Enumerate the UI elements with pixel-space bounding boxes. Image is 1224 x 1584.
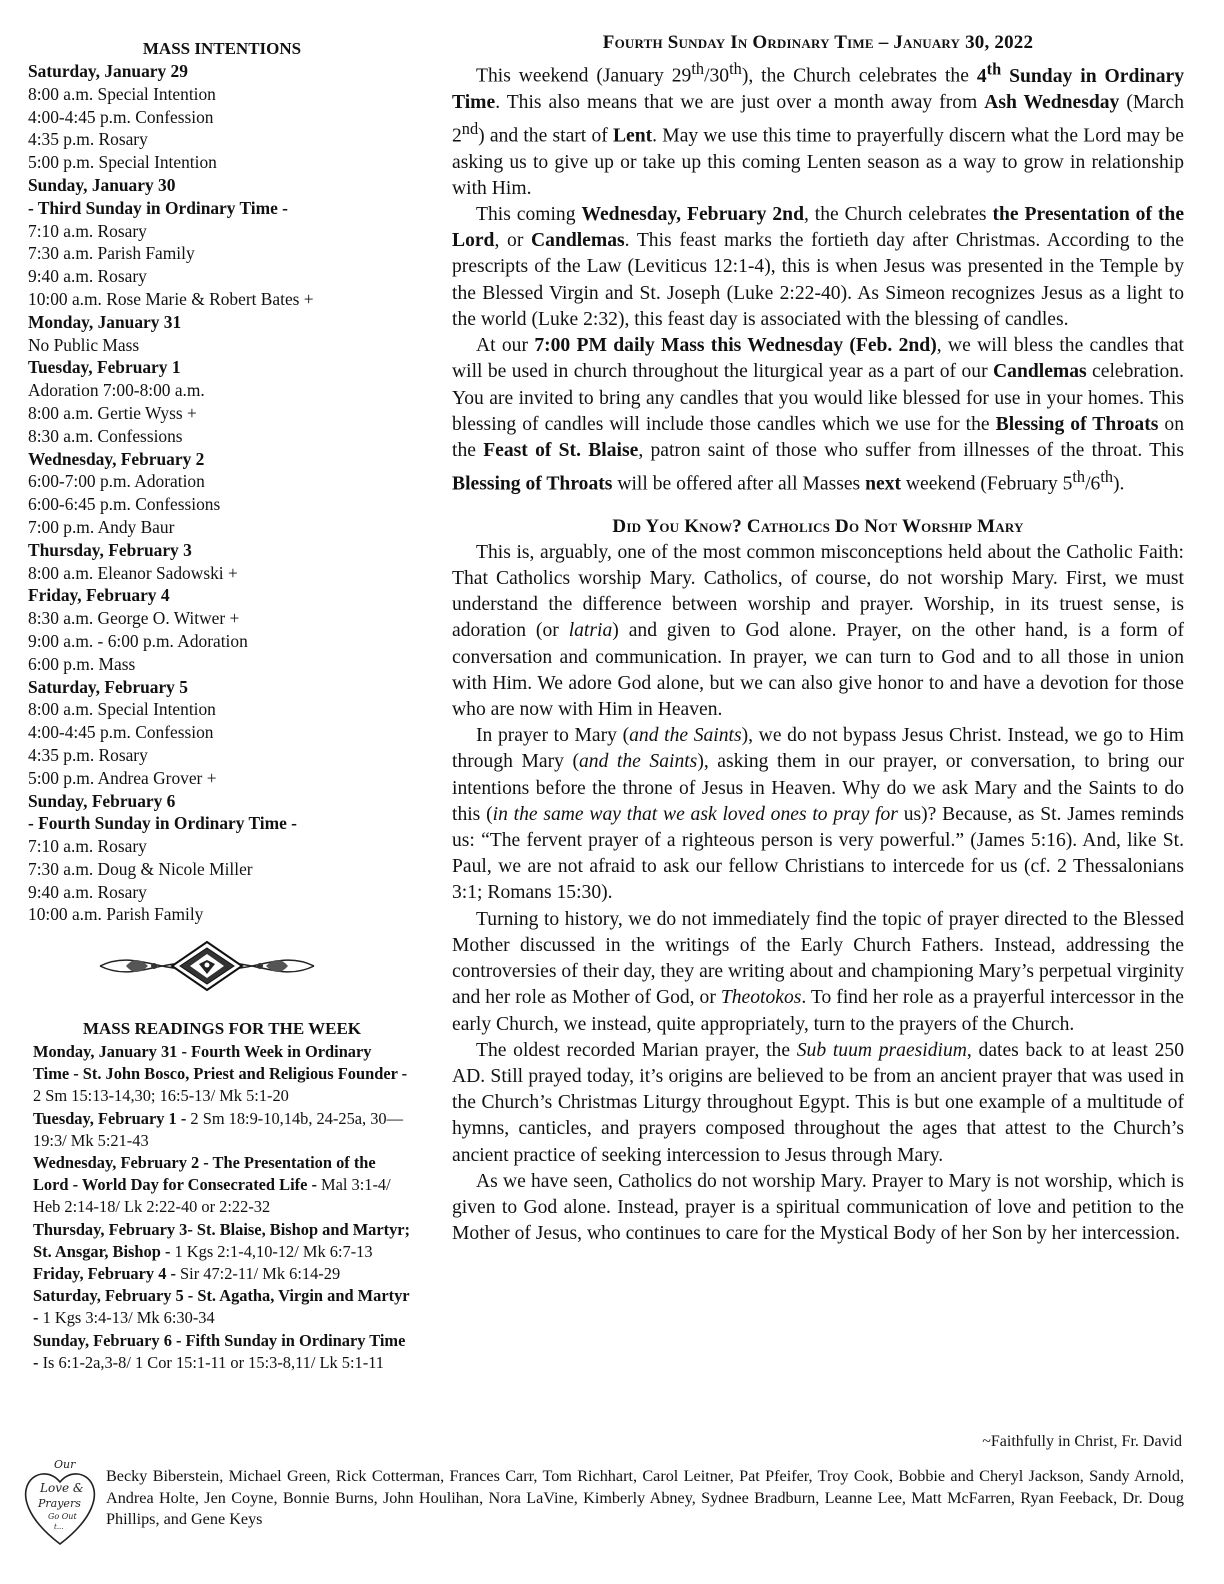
- intention-entry: 7:30 a.m. Doug & Nicole Miller: [28, 858, 253, 879]
- decorative-divider-ornament: [96, 938, 318, 994]
- reading-item: [33, 1285, 411, 1329]
- logo-text-our: Our: [54, 1458, 76, 1471]
- intention-entry: 7:10 a.m. Rosary: [28, 220, 147, 241]
- intention-day-heading: - Third Sunday in Ordinary Time -: [28, 197, 288, 218]
- intention-entry: 4:00-4:45 p.m. Confession: [28, 106, 214, 127]
- intention-entry: 9:00 a.m. - 6:00 p.m. Adoration: [28, 630, 248, 651]
- mass-intentions-heading: MASS INTENTIONS: [142, 39, 302, 58]
- reading-item: [33, 1219, 411, 1263]
- reading-day: Tuesday, February 1 -: [33, 1108, 191, 1128]
- intention-entry: 8:00 a.m. Eleanor Sadowski +: [28, 562, 238, 583]
- intention-entry: 7:00 p.m. Andy Baur: [28, 516, 175, 537]
- prayer-list-names: Becky Biberstein, Michael Green, Rick Cotterman, Frances Carr, Tom Richhart, Carol Leitner, Pat Pfeifer, Troy Cook, Bobbie and Cheryl Jackson, Sandy Arnold, Andrea Holte, Jen Coyne, Bonnie Burns, John Houlihan, Nora LaVine, Kimberly Abney, Sydnee Bradburn, Leanne Lee, Matt McFarren, Ryan Feeback, Dr. Doug Phillips, and Gene Keys: [106, 1467, 1184, 1528]
- intention-day-heading: Sunday, January 30: [28, 174, 176, 195]
- reading-references: 1 Kgs 2:1-4,10-12/ Mk 6:7-13: [174, 1241, 373, 1261]
- article2-paragraph-4: The oldest recorded Marian prayer, the Sub tuum praesidium, dates back to at least 250 AD. Still prayed today, it’s origins are believed to be from an ancient prayer that was used in the Church’s Christmas Liturgy throughout Egypt. This is but one example of a multitude of hymns, canticles, and prayers composed throughout the ages that attest to the Church’s ancient practice of seeking intercession to Jesus through Mary.: [452, 1039, 1184, 1166]
- mass-readings-heading: MASS READINGS FOR THE WEEK: [82, 1019, 362, 1038]
- reading-references: 2 Sm 15:13-14,30; 16:5-13/ Mk 5:1-20: [33, 1086, 289, 1106]
- article2-paragraph-1: This is, arguably, one of the most common misconceptions held about the Catholic Faith: That Catholics worship Mary. Catholics, of course, do not worship Mary. First, we must understand the difference between worship and prayer. Worship, in its truest sense, is adoration (or latria) and given to God alone. Prayer, on the other hand, is a form of conversation and communication. In prayer, we can turn to God and to all those in union with Him. We adore God alone, but we can also give honor to and have a devotion for those who are now with Him in Heaven.: [452, 541, 1184, 721]
- reading-item: [33, 1108, 411, 1152]
- reading-item: [33, 1152, 411, 1219]
- intention-day-heading: Wednesday, February 2: [28, 448, 205, 469]
- reading-day: Wednesday, February 2 - The Presentation of the Lord - World Day for Consecrated Life -: [33, 1153, 376, 1195]
- intention-entry: 8:00 a.m. Special Intention: [28, 83, 216, 104]
- intention-entry: 10:00 a.m. Rose Marie & Robert Bates +: [28, 288, 314, 309]
- article2-paragraph-3: Turning to history, we do not immediately find the topic of prayer directed to the Blessed Mother discussed in the writings of the Early Church Fathers. Instead, addressing the controversies of their day, they are writing about and championing Mary’s perpetual virginity and her role as Mother of God, or Theotokos. To find her role as a prayerful intercessor in the early Church, we instead, quite appropriately, turn to the prayers of the Church.: [452, 908, 1184, 1035]
- article1-title: Fourth Sunday In Ordinary Time – January 30, 2022: [602, 32, 1034, 53]
- reading-references: Is 6:1-2a,3-8/ 1 Cor 15:1-11 or 15:3-8,11/ Lk 5:1-11: [42, 1352, 384, 1372]
- intention-entry: 9:40 a.m. Rosary: [28, 881, 147, 902]
- mass-readings-section: [33, 1018, 411, 1374]
- intention-day-heading: Monday, January 31: [28, 311, 182, 332]
- intention-day-heading: Saturday, February 5: [28, 676, 188, 697]
- intention-entry: 8:30 a.m. George O. Witwer +: [28, 608, 240, 629]
- intention-entry: 9:40 a.m. Rosary: [28, 266, 147, 287]
- intention-entry: 5:00 p.m. Special Intention: [28, 152, 217, 173]
- reading-day: Saturday, February 5 - St. Agatha, Virgin and Martyr -: [33, 1286, 410, 1328]
- reading-item: [33, 1263, 411, 1285]
- intention-entry: 8:00 a.m. Special Intention: [28, 699, 216, 720]
- intention-entry: 6:00-6:45 p.m. Confessions: [28, 494, 221, 515]
- intention-entry: 8:00 a.m. Gertie Wyss +: [28, 402, 197, 423]
- reading-item: [33, 1330, 411, 1374]
- article2-title: Did You Know? Catholics Do Not Worship Mary: [612, 515, 1024, 537]
- reading-references: 1 Kgs 3:4-13/ Mk 6:30-34: [42, 1308, 215, 1328]
- signature: ~Faithfully in Christ, Fr. David: [982, 1433, 1182, 1450]
- reading-references: 2 Sm 18:9-10,14b, 24-25a, 30—19:3/ Mk 5:21-43: [33, 1108, 404, 1150]
- intention-day-heading: - Fourth Sunday in Ordinary Time -: [28, 813, 297, 834]
- intention-day-heading: Tuesday, February 1: [28, 357, 181, 378]
- reading-references: Mal 3:1-4/ Heb 2:14-18/ Lk 2:22-40 or 2:22-32: [33, 1175, 391, 1217]
- mass-intentions-section: [28, 38, 416, 926]
- intention-entry: 7:10 a.m. Rosary: [28, 836, 147, 857]
- logo-text-prayers: Prayers: [38, 1497, 81, 1510]
- reading-day: Friday, February 4 -: [33, 1264, 181, 1284]
- logo-text-go-out: Go Out: [48, 1512, 77, 1521]
- intention-entry: 4:00-4:45 p.m. Confession: [28, 722, 214, 743]
- reading-day: Sunday, February 6 - Fifth Sunday in Ordinary Time -: [33, 1330, 406, 1372]
- intention-day-heading: Sunday, February 6: [28, 790, 176, 811]
- logo-text-tail: t...: [54, 1523, 64, 1531]
- article1-paragraph-1: This weekend (January 29th/30th), the Church celebrates the 4th Sunday in Ordinary Time. This also means that we are just over a month away from Ash Wednesday (March 2nd) and the start of Lent. May we use this time to prayerfully discern what the Lord may be asking us to give up or take up this coming Lenten season as a way to grow in relationship with Him.: [452, 59, 1184, 199]
- reading-day: Thursday, February 3- St. Blaise, Bishop and Martyr; St. Ansgar, Bishop -: [33, 1219, 411, 1261]
- article2-paragraph-5: As we have seen, Catholics do not worship Mary. Prayer to Mary is not worship, which is given to God alone. Instead, prayer is a spiritual communication of love and petition to the Mother of Jesus, who continues to care for the Mystical Body of her Son by her intercession.: [452, 1170, 1184, 1245]
- intention-entry: 5:00 p.m. Andrea Grover +: [28, 767, 217, 788]
- article1-paragraph-3: At our 7:00 PM daily Mass this Wednesday (Feb. 2nd), we will bless the candles that will be used in church throughout the liturgical year as a part of our Candlemas celebration. You are invited to bring any candles that you would like blessed for use in your homes. This blessing of candles will include those candles which we use for the Blessing of Throats on the Feast of St. Blaise, patron saint of those who suffer from illnesses of the throat. This Blessing of Throats will be offered after all Masses next weekend (February 5th/6th).: [452, 335, 1184, 495]
- intention-entry: Adoration 7:00-8:00 a.m.: [28, 380, 205, 401]
- article1-paragraph-2: This coming Wednesday, February 2nd, the Church celebrates the Presentation of the Lord, or Candlemas. This feast marks the fortieth day after Christmas. According to the prescripts of the Law (Leviticus 12:1-4), this is when Jesus was presented in the Temple by the Blessed Virgin and St. Joseph (Luke 2:22-40). As Simeon recognizes Jesus as a light to the world (Luke 2:32), this feast day is associated with the blessing of candles.: [452, 204, 1185, 330]
- article-column: [452, 30, 1184, 1247]
- intention-entry: 4:35 p.m. Rosary: [28, 744, 148, 765]
- intention-entry: 6:00 p.m. Mass: [28, 653, 136, 674]
- reading-item: [33, 1041, 411, 1108]
- intention-entry: 4:35 p.m. Rosary: [28, 129, 148, 150]
- intention-day-heading: Thursday, February 3: [28, 539, 192, 560]
- intention-entry: 7:30 a.m. Parish Family: [28, 243, 195, 264]
- our-love-prayers-heart-logo: [20, 1456, 100, 1548]
- intention-day-heading: Friday, February 4: [28, 585, 170, 606]
- reading-day: Monday, January 31 - Fourth Week in Ordinary Time - St. John Bosco, Priest and Religious Founder -: [33, 1042, 408, 1084]
- logo-text-love: Love &: [40, 1481, 84, 1495]
- mass-readings-list: [33, 1041, 411, 1374]
- article2-paragraph-2: In prayer to Mary (and the Saints), we do not bypass Jesus Christ. Instead, we go to Him through Mary (and the Saints), asking them in our prayer, or conversation, to bring our intentions before the throne of Jesus in Heaven. Why do we ask Mary and the Saints to do this (in the same way that we ask loved ones to pray for us)? Because, as St. James reminds us: “The fervent prayer of a righteous person is very powerful.” (James 5:16). And, like St. Paul, we are not afraid to ask our fellow Christians to intercede for us (cf. 2 Thessalonians 3:1; Romans 15:30).: [452, 725, 1184, 904]
- intention-entry: No Public Mass: [28, 334, 140, 355]
- intention-entry: 6:00-7:00 p.m. Adoration: [28, 471, 205, 492]
- reading-references: Sir 47:2-11/ Mk 6:14-29: [180, 1264, 341, 1284]
- mass-intentions-list: [28, 60, 416, 926]
- intention-day-heading: Saturday, January 29: [28, 61, 188, 81]
- intention-entry: 8:30 a.m. Confessions: [28, 425, 183, 446]
- intention-entry: 10:00 a.m. Parish Family: [28, 904, 204, 925]
